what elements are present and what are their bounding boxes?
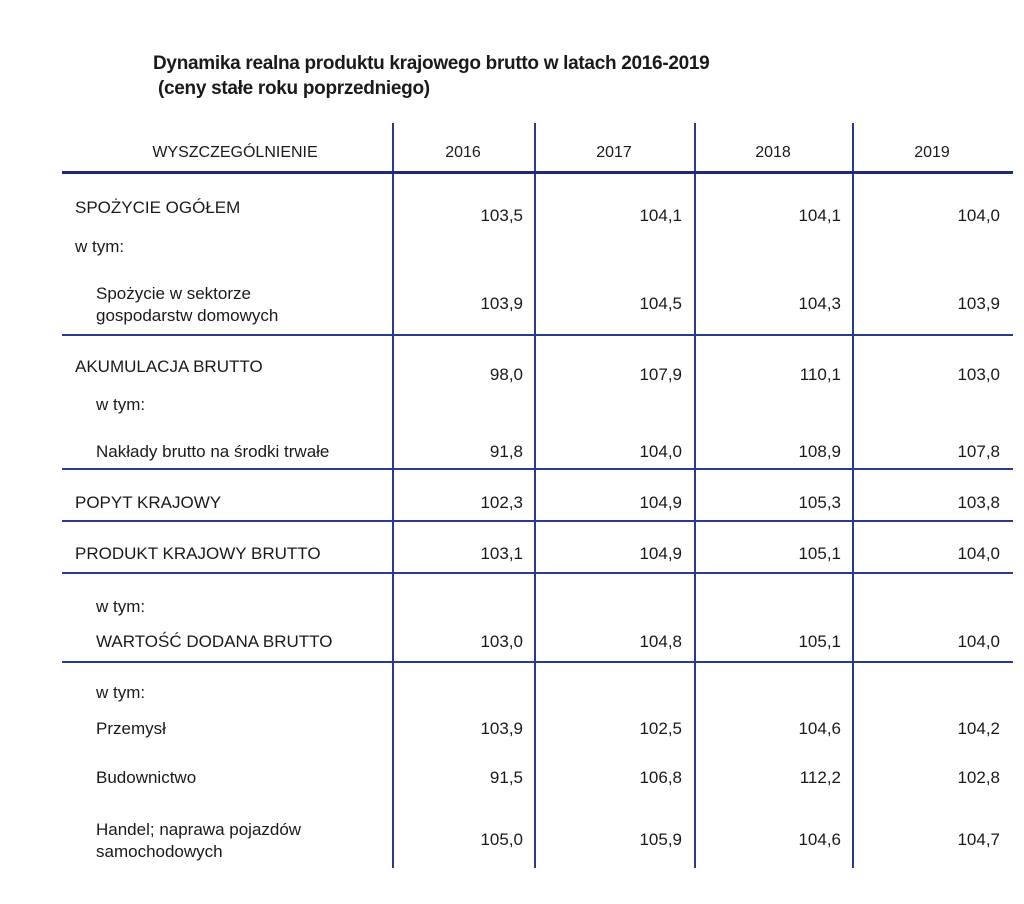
value-2017: 106,8 — [639, 768, 682, 787]
column-divider — [534, 123, 536, 868]
value-2016: 103,9 — [480, 294, 523, 313]
value-2016: 105,0 — [480, 830, 523, 849]
row-label: w tym: — [96, 683, 146, 702]
value-2018: 104,3 — [798, 294, 841, 313]
value-2018: 105,1 — [798, 632, 841, 651]
header-label: WYSZCZEGÓLNIENIE — [152, 144, 318, 161]
row-label: Nakłady brutto na środki trwałe — [96, 442, 330, 461]
value-2019: 103,9 — [957, 294, 1000, 313]
row-divider — [62, 334, 1013, 336]
row-label: w tym: — [75, 237, 125, 256]
row-label: AKUMULACJA BRUTTO — [75, 357, 263, 376]
value-2019: 103,8 — [957, 493, 1000, 512]
row-divider — [62, 468, 1013, 470]
value-2017: 104,5 — [639, 294, 682, 313]
value-2019: 104,0 — [957, 632, 1000, 651]
row-label: Spożycie w sektorze — [96, 284, 251, 303]
value-2016: 102,3 — [480, 493, 523, 512]
row-label: Handel; naprawa pojazdów — [96, 820, 302, 839]
row-label: w tym: — [96, 395, 146, 414]
title-line-2: (ceny stałe roku poprzedniego) — [153, 78, 430, 99]
value-2017: 104,8 — [639, 632, 682, 651]
value-2018: 104,6 — [798, 719, 841, 738]
row-label: SPOŻYCIE OGÓŁEM — [75, 198, 241, 217]
value-2017: 107,9 — [639, 365, 682, 384]
value-2017: 104,9 — [639, 544, 682, 563]
value-2018: 105,3 — [798, 493, 841, 512]
row-label: Przemysł — [96, 719, 166, 738]
value-2019: 104,0 — [957, 206, 1000, 225]
value-2019: 102,8 — [957, 768, 1000, 787]
value-2019: 104,2 — [957, 719, 1000, 738]
row-label: PRODUKT KRAJOWY BRUTTO — [75, 544, 321, 563]
row-label: WARTOŚĆ DODANA BRUTTO — [96, 632, 333, 651]
value-2017: 104,0 — [639, 442, 682, 461]
value-2017: 102,5 — [639, 719, 682, 738]
value-2016: 91,8 — [489, 442, 523, 461]
header-year-2016: 2016 — [445, 144, 481, 161]
value-2018: 112,2 — [799, 768, 841, 787]
column-divider — [852, 123, 854, 868]
row-divider — [62, 572, 1013, 574]
row-divider — [62, 661, 1013, 663]
column-divider — [392, 123, 394, 868]
value-2018: 108,9 — [798, 442, 841, 461]
row-label-line-2: samochodowych — [96, 842, 223, 861]
value-2017: 104,1 — [639, 206, 682, 225]
value-2017: 105,9 — [639, 830, 682, 849]
value-2018: 105,1 — [798, 544, 841, 563]
table-title — [153, 51, 709, 101]
value-2019: 104,7 — [957, 830, 1000, 849]
row-label: Budownictwo — [96, 768, 197, 787]
row-label: POPYT KRAJOWY — [75, 493, 222, 512]
value-2018: 104,1 — [798, 206, 841, 225]
row-label-line-2: gospodarstw domowych — [96, 306, 279, 325]
header-year-2018: 2018 — [755, 144, 791, 161]
value-2016: 103,1 — [480, 544, 523, 563]
header-year-2017: 2017 — [596, 144, 632, 161]
title-line-1: Dynamika realna produktu krajowego brutto w latach 2016-2019 — [153, 53, 710, 74]
value-2016: 98,0 — [489, 365, 523, 384]
value-2016: 103,0 — [480, 632, 523, 651]
row-divider — [62, 520, 1013, 522]
row-label: w tym: — [96, 597, 146, 616]
header-divider — [62, 171, 1013, 174]
value-2016: 103,9 — [480, 719, 523, 738]
value-2018: 110,1 — [799, 365, 841, 384]
value-2019: 103,0 — [957, 365, 1000, 384]
value-2019: 104,0 — [957, 544, 1000, 563]
header-year-2019: 2019 — [914, 144, 950, 161]
column-divider — [694, 123, 696, 868]
value-2016: 91,5 — [489, 768, 523, 787]
value-2019: 107,8 — [957, 442, 1000, 461]
value-2017: 104,9 — [639, 493, 682, 512]
value-2016: 103,5 — [480, 206, 523, 225]
value-2018: 104,6 — [798, 830, 841, 849]
